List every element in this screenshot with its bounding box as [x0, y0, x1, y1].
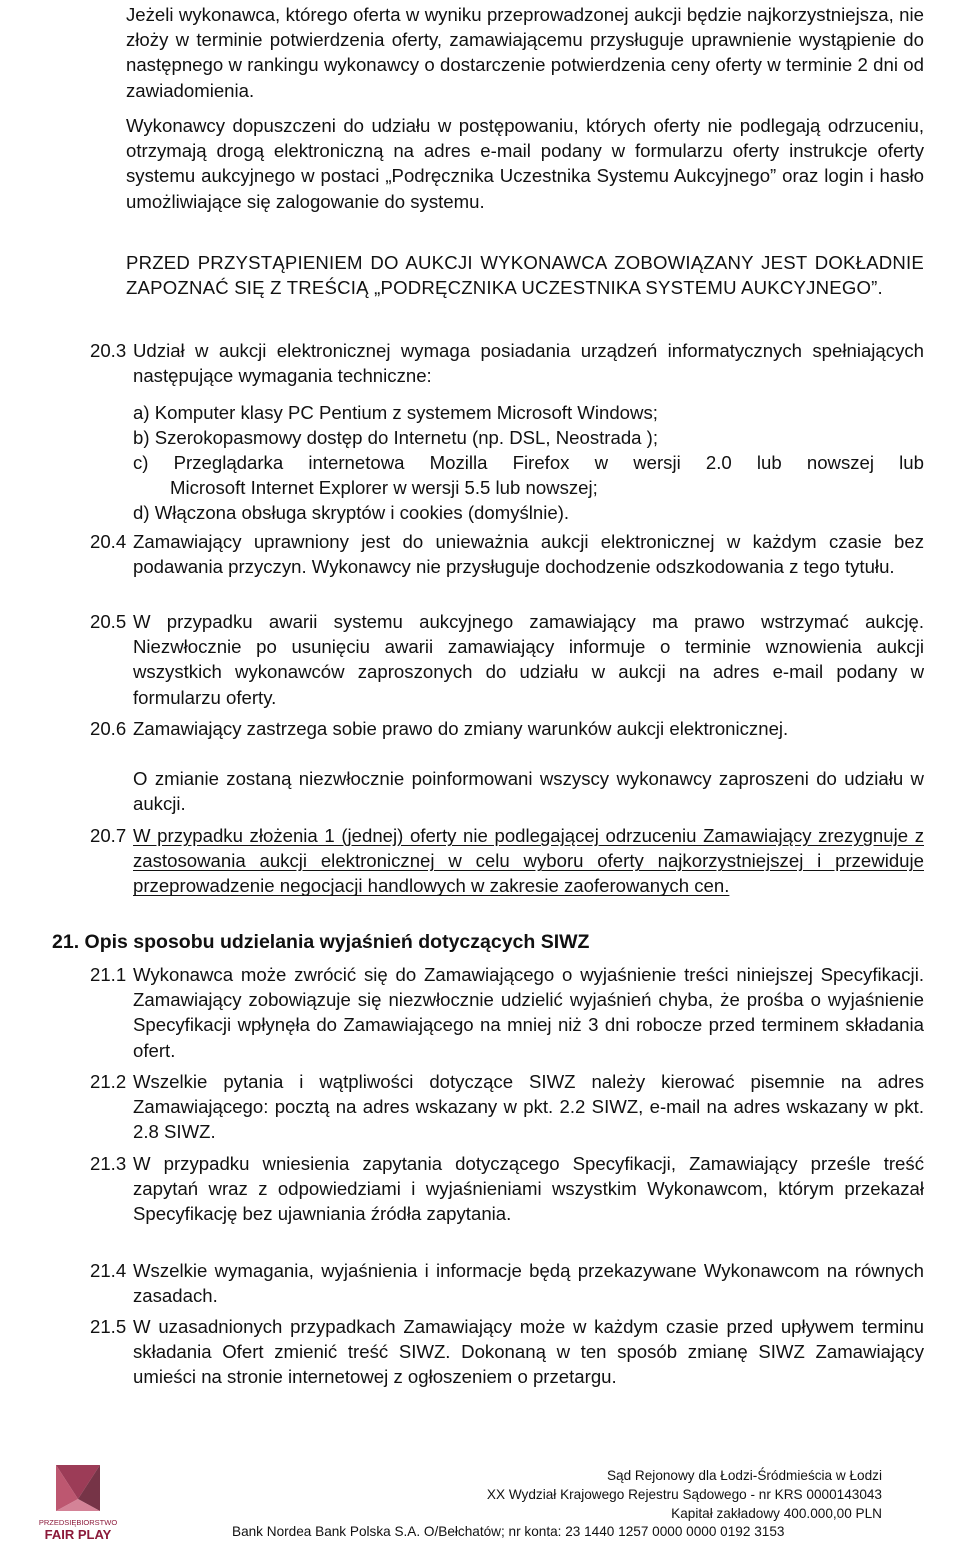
section-number-20-5: 20.5 — [90, 611, 127, 632]
section-21-5-text: W uzasadnionych przypadkach Zamawiający może w każdym czasie przed upływem terminu składania Ofert zmienić treść SIWZ. Dokonaną w ten sposób zmianę SIWZ Zamawiający umieści na stronie internetowej z ogłoszeniem o przetargu. — [133, 1316, 924, 1388]
section-20-3-text: Udział w aukcji elektronicznej wymaga posiadania urządzeń informatycznych spełniających następujące wymagania techniczne: — [133, 340, 924, 387]
company-logo — [18, 1455, 128, 1543]
fair-play-logo-icon — [18, 1455, 128, 1543]
section-number-21-2: 21.2 — [90, 1071, 127, 1092]
section-21-3-text: W przypadku wniesienia zapytania dotyczącego Specyfikacji, Zamawiający prześle treść zapytań wraz z odpowiedziami i wyjaśnieniami wszystkim Wykonawcom, którym przekazał Specyfikację bez ujawniania źródła zapytania. — [133, 1153, 924, 1225]
list-item: d) Włączona obsługa skryptów i cookies (domyślnie). — [133, 502, 570, 523]
list-item: b) Szerokopasmowy dostęp do Internetu (np. DSL, Neostrada ); — [133, 427, 659, 448]
footer-bank: Bank Nordea Bank Polska S.A. O/Bełchatów; nr konta: 23 1440 1257 0000 0000 0192 3153 — [232, 1524, 785, 1539]
list-item: Microsoft Internet Explorer w wersji 5.5 lub nowszej; — [170, 477, 598, 498]
section-21-heading: 21. Opis sposobu udzielania wyjaśnień dotyczących SIWZ — [52, 931, 590, 953]
section-number-20-4: 20.4 — [90, 531, 127, 552]
logo-line-1: PRZEDSIĘBIORSTWO — [38, 1518, 118, 1527]
section-20-6-text-2: O zmianie zostaną niezwłocznie poinformowani wszyscy wykonawcy zaproszeni do udziału w aukcji. — [133, 768, 924, 815]
footer-registry: XX Wydział Krajowego Rejestru Sądowego - nr KRS 0000143043 — [486, 1487, 882, 1502]
section-number-20-7: 20.7 — [90, 825, 127, 846]
section-21-1-text: Wykonawca może zwrócić się do Zamawiającego o wyjaśnienie treści niniejszej Specyfikacji. Zamawiający zobowiązuje się niezwłocznie udzielić wyjaśnień chyba, że prośba o wyjaśnienie Specyfikacji wpłynęła do Zamawiającego na mniej niż 3 dni robocze przed terminem składania ofert. — [133, 964, 924, 1061]
section-number-21-3: 21.3 — [90, 1153, 127, 1174]
paragraph-access: Wykonawcy dopuszczeni do udziału w postępowaniu, których oferty nie podlegają odrzuceniu, otrzymają drogą elektroniczną na adres e-mail podany w formularzu oferty instrukcje oferty systemu aukcyjnego w postaci „Podręcznika Uczestnika Systemu Aukcyjnego” oraz login i hasło umożliwiające się zalogowanie do systemu. — [126, 115, 924, 212]
section-number-21-5: 21.5 — [90, 1316, 127, 1337]
paragraph-confirmation: Jeżeli wykonawca, którego oferta w wyniku przeprowadzonej aukcji będzie najkorzystniejsza, nie złoży w terminie potwierdzenia oferty, zamawiającemu przysługuje uprawnienie wystąpienie do następnego w rankingu wykonawcy o dostarczenie potwierdzenia ceny oferty w terminie 2 dni od zawiadomienia. — [126, 4, 924, 101]
section-20-7-text: W przypadku złożenia 1 (jednej) oferty nie podlegającej odrzuceniu Zamawiający zrezygnuje z zastosowania aukcji elektronicznej w celu wyboru oferty najkorzystniejszej i przewiduje przeprowadzenie negocjacji handlowych w zakresie zaoferowanych cen. — [133, 825, 924, 897]
section-number-20-3: 20.3 — [90, 340, 127, 361]
section-number-21-1: 21.1 — [90, 964, 127, 985]
footer-capital: Kapitał zakładowy 400.000,00 PLN — [671, 1506, 882, 1521]
section-20-5-text: W przypadku awarii systemu aukcyjnego zamawiający ma prawo wstrzymać aukcję. Niezwłocznie po usunięciu awarii zamawiający informuje o terminie wznowienia aukcji wszystkich wykonawców zaproszonych do udziału w aukcji na adres e-mail podany w formularzu oferty. — [133, 611, 924, 708]
section-number-21-4: 21.4 — [90, 1260, 127, 1281]
logo-line-2: FAIR PLAY — [44, 1527, 112, 1542]
paragraph-warning: PRZED PRZYSTĄPIENIEM DO AUKCJI WYKONAWCA ZOBOWIĄZANY JEST DOKŁADNIE ZAPOZNAĆ SIĘ Z TREŚCIĄ „PODRĘCZNIKA UCZESTNIKA SYSTEMU AUKCYJNEGO”. — [126, 252, 924, 299]
section-21-2-text: Wszelkie pytania i wątpliwości dotyczące SIWZ należy kierować pisemnie na adres Zamawiającego: pocztą na adres wskazany w pkt. 2.2 SIWZ, e-mail na adres wskazany w pkt. 2.8 SIWZ. — [133, 1071, 924, 1143]
section-21-4-text: Wszelkie wymagania, wyjaśnienia i informacje będą przekazywane Wykonawcom na równych zasadach. — [133, 1260, 924, 1307]
list-item: c) Przeglądarka internetowa Mozilla Firefox w wersji 2.0 lub nowszej lub — [133, 452, 924, 473]
section-20-4-text: Zamawiający uprawniony jest do unieważnia aukcji elektronicznej w każdym czasie bez podawania przyczyn. Wykonawcy nie przysługuje dochodzenie odszkodowania z tego tytułu. — [133, 531, 924, 578]
list-item: a) Komputer klasy PC Pentium z systemem Microsoft Windows; — [133, 402, 658, 423]
footer-court: Sąd Rejonowy dla Łodzi-Śródmieścia w Łodzi — [606, 1468, 882, 1483]
section-20-6-text: Zamawiający zastrzega sobie prawo do zmiany warunków aukcji elektronicznej. — [133, 718, 789, 739]
section-number-20-6: 20.6 — [90, 718, 127, 739]
